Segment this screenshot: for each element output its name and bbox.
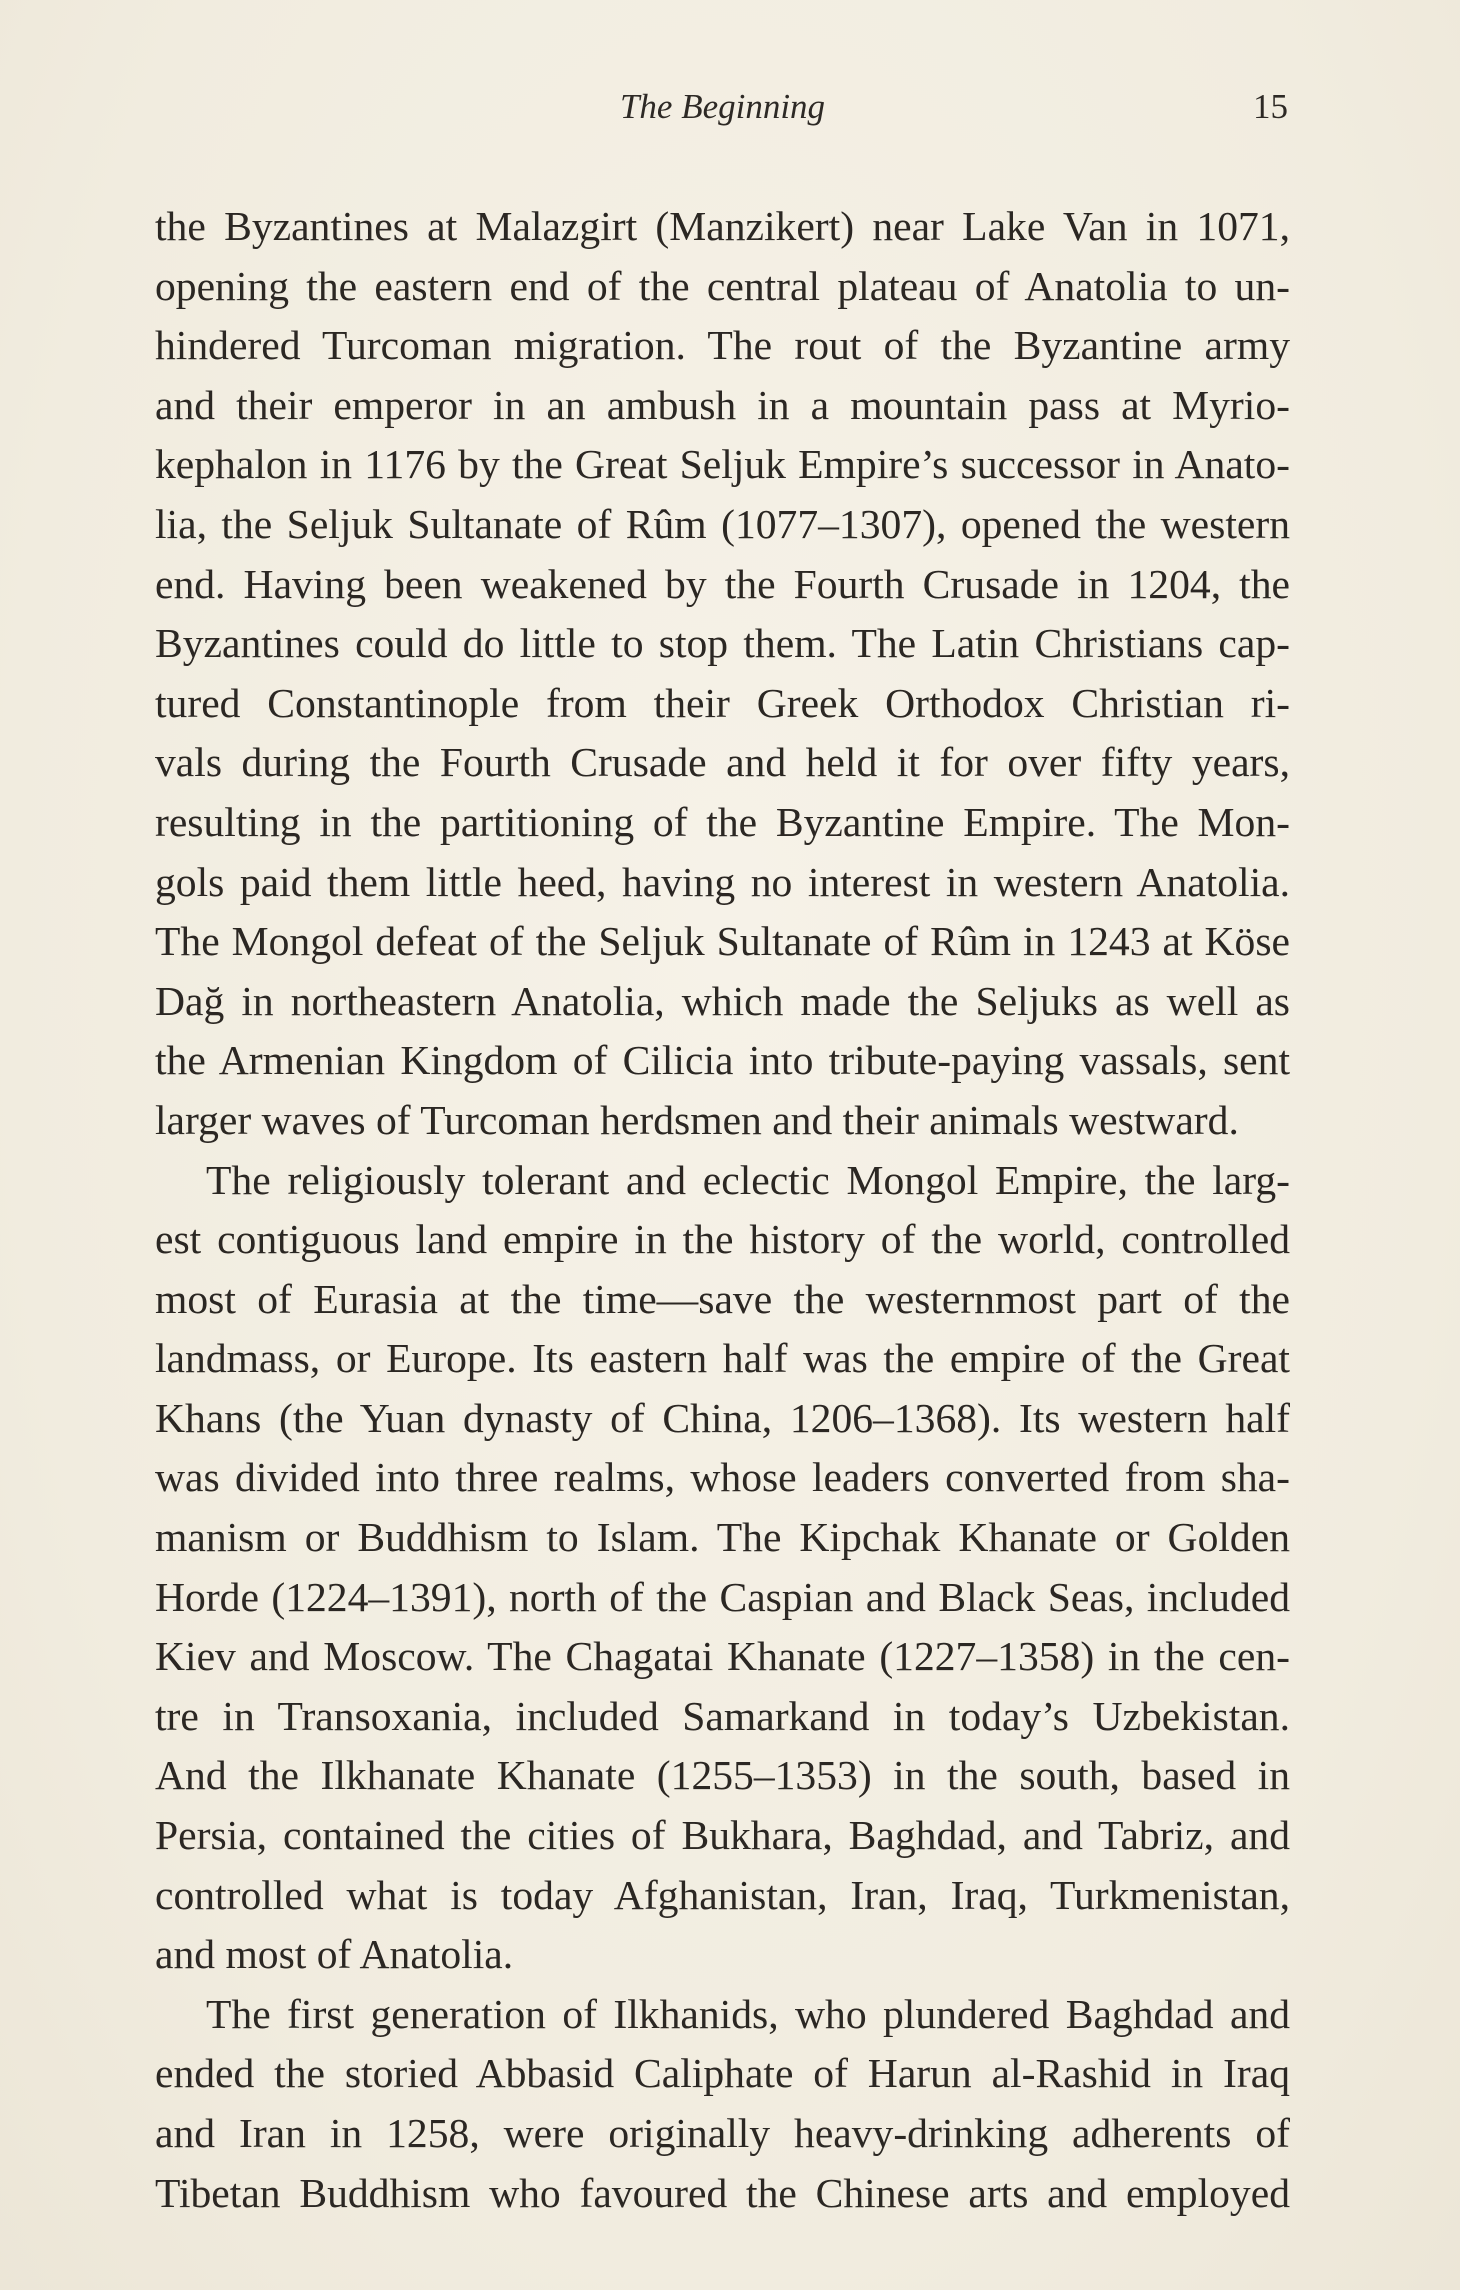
text-line: lia, the Seljuk Sultanate of Rûm (1077–1307), opened the western xyxy=(155,500,1290,547)
text-line: resulting in the partitioning of the Byzantine Empire. The Mon- xyxy=(155,798,1290,845)
text-line: the Armenian Kingdom of Cilicia into tribute-paying vassals, sent xyxy=(155,1037,1290,1084)
text-line: opening the eastern end of the central plateau of Anatolia to un- xyxy=(155,262,1290,309)
text-line: tured Constantinople from their Greek Orthodox Christian ri- xyxy=(155,679,1290,726)
text-line: Byzantines could do little to stop them. The Latin Christians cap- xyxy=(155,620,1290,667)
text-line: larger waves of Turcoman herdsmen and their animals westward. xyxy=(155,1096,1239,1143)
text-line: Kiev and Moscow. The Chagatai Khanate (1227–1358) in the cen- xyxy=(155,1633,1290,1680)
running-title: The Beginning xyxy=(619,87,826,126)
text-line: landmass, or Europe. Its eastern half was the empire of the Great xyxy=(155,1335,1290,1382)
text-line: most of Eurasia at the time—save the westernmost part of the xyxy=(155,1275,1290,1322)
text-line: Persia, contained the cities of Bukhara, Baghdad, and Tabriz, and xyxy=(155,1812,1290,1859)
text-line: controlled what is today Afghanistan, Iran, Iraq, Turkmenistan, xyxy=(155,1871,1290,1918)
page-number: 15 xyxy=(1253,87,1288,126)
text-line: Horde (1224–1391), north of the Caspian and Black Seas, included xyxy=(155,1573,1290,1620)
body-text xyxy=(155,197,1290,2223)
text-line: the Byzantines at Malazgirt (Manzikert) near Lake Van in 1071, xyxy=(155,203,1290,249)
text-line: And the Ilkhanate Khanate (1255–1353) in the south, based in xyxy=(155,1752,1290,1799)
text-line: The religiously tolerant and eclectic Mongol Empire, the larg- xyxy=(206,1156,1290,1203)
text-line: hindered Turcoman migration. The rout of the Byzantine army xyxy=(155,322,1290,369)
text-line: Dağ in northeastern Anatolia, which made the Seljuks as well as xyxy=(155,977,1290,1024)
running-header xyxy=(0,82,1460,132)
text-line: The first generation of Ilkhanids, who plundered Baghdad and xyxy=(206,1990,1290,2037)
text-line: and their emperor in an ambush in a mountain pass at Myrio- xyxy=(155,381,1290,428)
text-line: was divided into three realms, whose leaders converted from sha- xyxy=(155,1454,1290,1501)
text-line: kephalon in 1176 by the Great Seljuk Empire’s successor in Anato- xyxy=(155,441,1290,488)
text-line: and Iran in 1258, were originally heavy-drinking adherents of xyxy=(155,2110,1290,2156)
text-line: est contiguous land empire in the history of the world, controlled xyxy=(155,1216,1290,1263)
text-line: tre in Transoxania, included Samarkand in today’s Uzbekistan. xyxy=(155,1692,1290,1739)
text-line: and most of Anatolia. xyxy=(155,1931,514,1978)
text-line: The Mongol defeat of the Seljuk Sultanate of Rûm in 1243 at Köse xyxy=(155,918,1290,965)
text-line: Khans (the Yuan dynasty of China, 1206–1368). Its western half xyxy=(155,1394,1290,1441)
text-line: Tibetan Buddhism who favoured the Chinese arts and employed xyxy=(155,2169,1290,2216)
text-line: ended the storied Abbasid Caliphate of Harun al-Rashid in Iraq xyxy=(155,2050,1290,2097)
text-line: end. Having been weakened by the Fourth Crusade in 1204, the xyxy=(155,560,1290,607)
text-line: gols paid them little heed, having no interest in western Anatolia. xyxy=(155,858,1290,905)
text-line: vals during the Fourth Crusade and held it for over fifty years, xyxy=(155,739,1290,786)
text-line: manism or Buddhism to Islam. The Kipchak Khanate or Golden xyxy=(155,1514,1290,1561)
